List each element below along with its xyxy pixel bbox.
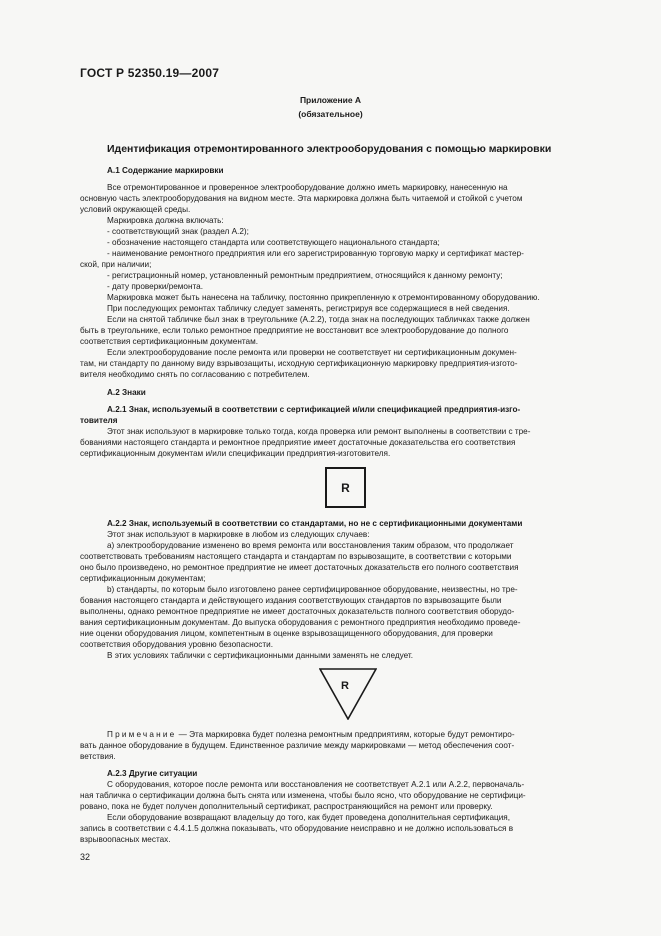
page-number: 32 [80, 852, 91, 862]
paragraph-line: Маркировка должна включать: [107, 216, 224, 225]
paragraph-line: оно было произведено, но ремонтное предприятие не имеет достаточных доказательств его полного соответствия [80, 563, 519, 572]
triangle-mark-letter: R [341, 680, 349, 692]
paragraph-line: Маркировка может быть нанесена на табличку, постоянно прикрепленную к отремонтированному оборудованию. [107, 293, 540, 302]
paragraph-line: В этих условиях таблички с сертификационными данными заменять не следует. [107, 651, 414, 660]
paragraph-line: запись в соответствии с 4.4.1.5 должна показывать, что оборудование неисправно и не должно использоваться в [80, 824, 514, 833]
paragraph-line: ровано, пока не будет получен дополнительный сертификат, распространяющийся на ремонт или проверку. [80, 802, 493, 811]
paragraph-line: вителя необходимо снять по согласованию с потребителем. [80, 370, 310, 379]
paragraph-line: Если на снятой табличке был знак в треугольнике (А.2.2), тогда знак на последующих табличках также должен [107, 315, 530, 324]
paragraph-line: соответствия оборудования уровню безопасности. [80, 640, 273, 649]
note-line: ветствия. [80, 752, 116, 761]
list-item: - регистрационный номер, установленный ремонтным предприятием, относящийся к данному ремонту; [107, 271, 503, 280]
subsection-heading-a21: А.2.1 Знак, используемый в соответствии с сертификацией и/или спецификацией предприятия-изго- [107, 405, 521, 414]
note-label: Примечание [107, 730, 177, 739]
paragraph-line: ная табличка о сертификации должна быть снята или изменена, чтобы было ясно, что оборудование не сертифици- [80, 791, 526, 800]
paragraph-line: Если электрооборудование после ремонта или проверки не соответствует ни сертификационным докумен- [107, 348, 517, 357]
paragraph-line: соответствия сертификационным документам. [80, 337, 258, 346]
paragraph-line: условий окружающей среды. [80, 205, 191, 214]
list-item: ской, при наличии; [80, 260, 152, 269]
paragraph-line: вания сертификационным документам. До выпуска оборудования с ремонтного предприятия необходимо проведе- [80, 618, 521, 627]
paragraph-line: взрывоопасных местах. [80, 835, 171, 844]
paragraph-line: Этот знак используют в маркировке в любом из следующих случаев: [107, 530, 370, 539]
paragraph-line: а) электрооборудование изменено во время ремонта или восстановления таким образом, что продолжает [107, 541, 514, 550]
triangle-mark [319, 668, 377, 720]
list-item: - обозначение настоящего стандарта или соответствующего национального стандарта; [107, 238, 440, 247]
paragraph-line: b) стандарты, по которым было изготовлено ранее сертифицированное оборудование, неизвестны, но тре- [107, 585, 518, 594]
main-title: Идентификация отремонтированного электрооборудования с помощью маркировки [107, 143, 552, 155]
note-line: вать данное оборудование в будущем. Единственное различие между маркировками — метод обеспечения соот- [80, 741, 515, 750]
paragraph-line: бования настоящего стандарта и действующего издания соответствующих стандартов по взрывозащите были [80, 596, 502, 605]
paragraph-line: ние оценки оборудования лицом, компетентным в оценке взрывозащищенного оборудования, для проверки [80, 629, 493, 638]
annex-status: (обязательное) [298, 109, 363, 119]
standard-code: ГОСТ Р 52350.19—2007 [80, 66, 220, 80]
paragraph-line: там, ни стандарту по данному виду взрывозащиты, исходную сертификационную маркировку предприятия-изгото- [80, 359, 518, 368]
subsection-heading-a21-cont: товителя [80, 416, 118, 425]
subsection-heading-a23: А.2.3 Другие ситуации [107, 769, 198, 778]
list-item: - соответствующий знак (раздел А.2); [107, 227, 249, 236]
note-text: — Эта маркировка будет полезна ремонтным предприятиям, которые будут ремонтиро- [178, 730, 515, 739]
paragraph-line: бованиями настоящего стандарта и ремонтное предприятие имеет достаточные доказательства его соответствия [80, 438, 516, 447]
paragraph-line: Если оборудование возвращают владельцу до того, как будет проведена дополнительная сертификация, [107, 813, 510, 822]
paragraph-line: Все отремонтированное и проверенное электрооборудование должно иметь маркировку, нанесенную на [107, 183, 508, 192]
section-heading-a2: А.2 Знаки [107, 388, 146, 397]
paragraph-line: При последующих ремонтах табличку следует заменять, регистрируя все содержащиеся в ней сведения. [107, 304, 510, 313]
list-item: - дату проверки/ремонта. [107, 282, 203, 291]
square-mark [325, 467, 366, 508]
annex-title: Приложение А [299, 95, 362, 105]
subsection-heading-a22: А.2.2 Знак, используемый в соответствии со стандартами, но не с сертификационными документами [107, 519, 523, 528]
paragraph-line: С оборудования, которое после ремонта или восстановления не соответствует А.2.1 или А.2.2, первоначаль- [107, 780, 525, 789]
section-heading-a1: А.1 Содержание маркировки [107, 166, 224, 175]
paragraph-line: сертификационным документам и/или спецификации предприятия-изготовителя. [80, 449, 391, 458]
square-mark-letter: R [341, 480, 350, 495]
paragraph-line: быть в треугольнике, если только ремонтное предприятие не восстановит все электрооборудование до полного [80, 326, 509, 335]
paragraph-line: основную часть электрооборудования на видном месте. Эта маркировка должна быть читаемой и стойкой с учетом [80, 194, 523, 203]
paragraph-line: Этот знак используют в маркировке только тогда, когда проверка или ремонт выполнены в соответствии с тре- [107, 427, 531, 436]
note-line [107, 729, 515, 740]
paragraph-line: сертификационным документам; [80, 574, 206, 583]
list-item: - наименование ремонтного предприятия или его зарегистрированную торговую марку и сертификат мастер- [107, 249, 524, 258]
paragraph-line: соответствовать требованиям настоящего стандарта и стандартам по взрывозащите, в соответствии с которыми [80, 552, 512, 561]
paragraph-line: выполнены, однако ремонтное предприятие не имеет достаточных доказательств полного соответствия оборудо- [80, 607, 515, 616]
